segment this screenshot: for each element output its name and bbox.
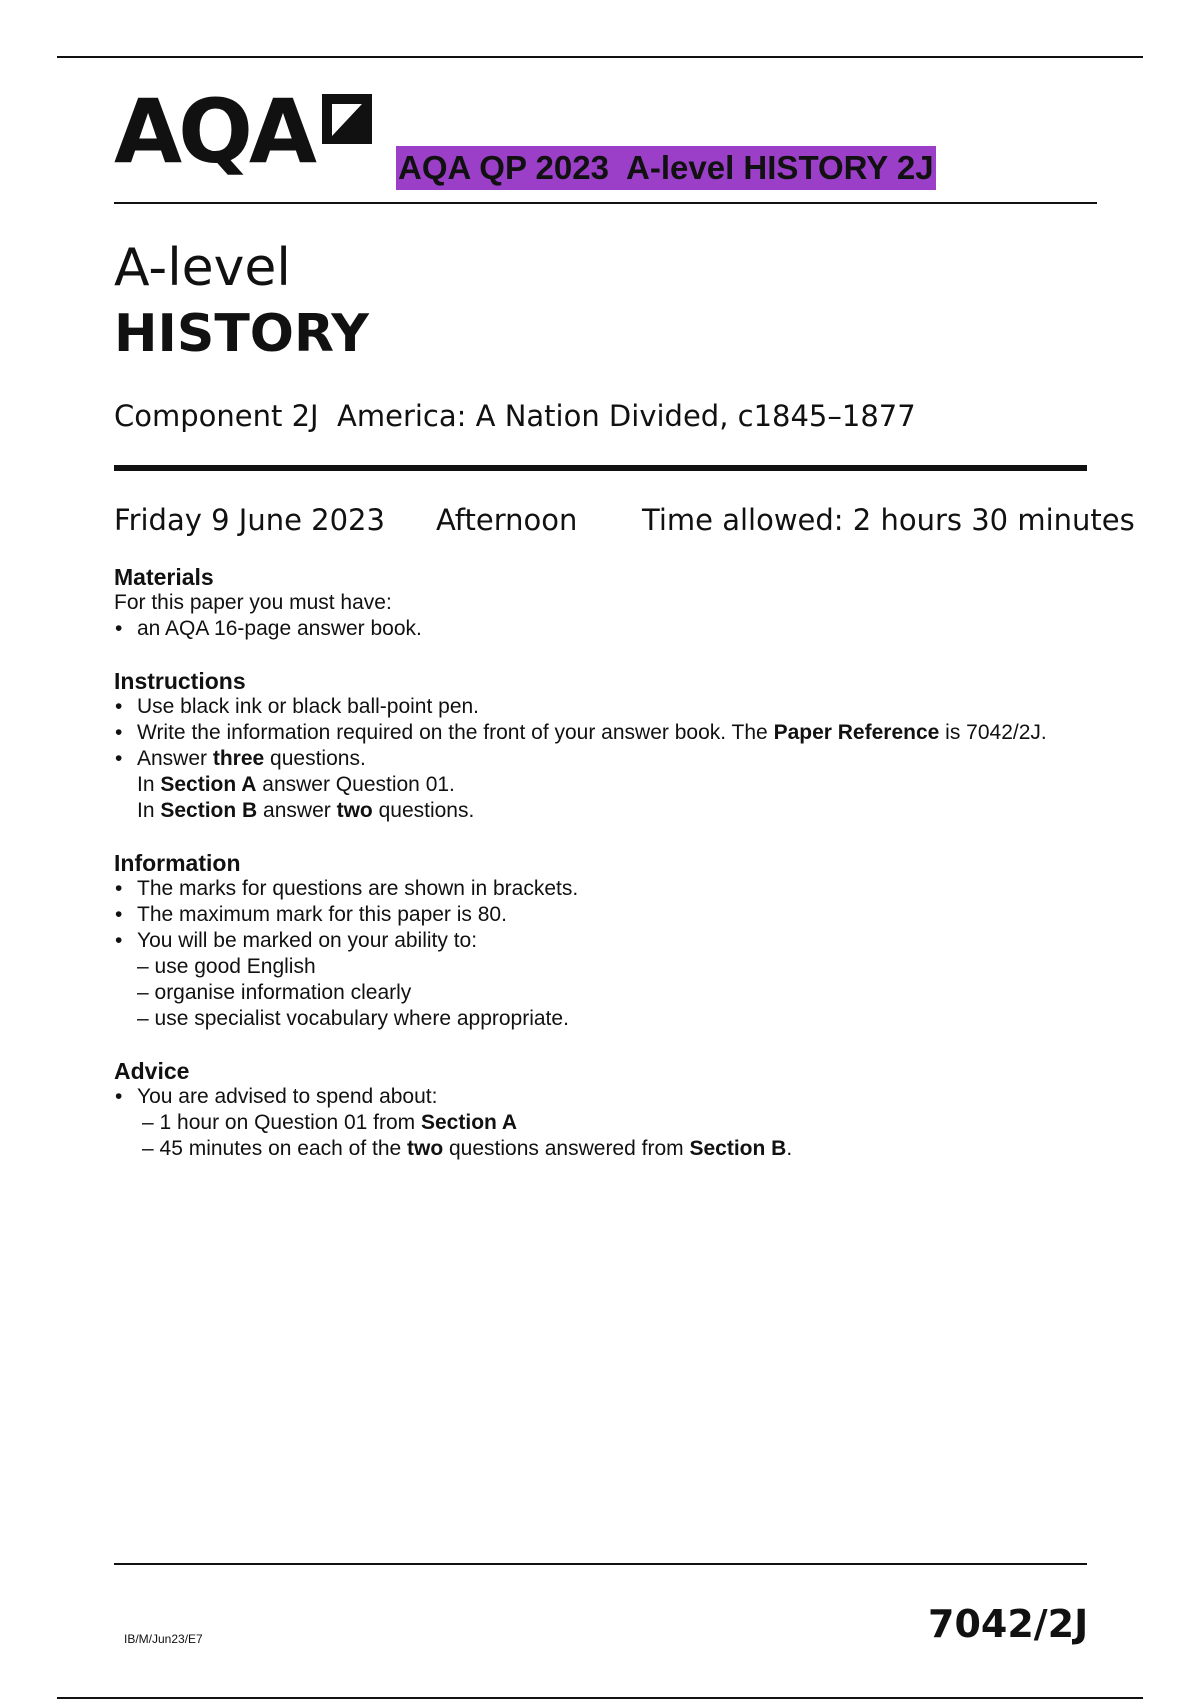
instructions-item	[114, 746, 1074, 772]
advice-bold: Section B	[689, 1137, 787, 1160]
instructions-bold: Section B	[160, 799, 258, 822]
logo-text: AQA	[114, 80, 314, 183]
information-item: • You will be marked on your ability to:	[114, 928, 1074, 954]
advice-text: .	[786, 1137, 793, 1160]
instructions-text: In	[137, 799, 161, 822]
advice-heading: Advice	[114, 1058, 190, 1084]
advice-text: – 45 minutes on each of the	[142, 1137, 408, 1160]
advice-subitem	[114, 1136, 1074, 1162]
materials-intro: For this paper you must have:	[114, 591, 392, 614]
exam-rubric	[114, 564, 1074, 1188]
materials-item: • an AQA 16-page answer book.	[114, 616, 1074, 642]
information-item: • The marks for questions are shown in brackets.	[114, 876, 1074, 902]
instructions-text: answer	[257, 799, 337, 822]
advice-subitem	[114, 1110, 1074, 1136]
instructions-heading: Instructions	[114, 668, 246, 694]
subject-title: HISTORY	[114, 304, 369, 364]
instructions-subline	[114, 772, 1074, 798]
instructions-bold: three	[212, 747, 265, 770]
paper-reference: 7042/2J	[928, 1602, 1089, 1646]
instructions-text: Write the information required on the front of your answer book. The	[137, 721, 774, 744]
information-subitem: – use good English	[137, 955, 316, 978]
aqa-flag-icon	[318, 92, 374, 150]
instructions-text: is 7042/2J.	[939, 721, 1047, 744]
footer-rule	[114, 1563, 1087, 1565]
materials-section	[114, 564, 1074, 642]
exam-date: Friday 9 June 2023	[114, 503, 385, 537]
instructions-item: • Use black ink or black ball-point pen.	[114, 694, 1074, 720]
instructions-text: questions.	[372, 799, 475, 822]
instructions-bold: Paper Reference	[773, 721, 940, 744]
aqa-logo	[114, 80, 314, 183]
information-heading: Information	[114, 850, 241, 876]
exam-session: Afternoon	[436, 503, 578, 537]
advice-text: – 1 hour on Question 01 from	[142, 1111, 421, 1134]
information-section	[114, 850, 1074, 1032]
instructions-subline	[114, 798, 1074, 824]
instructions-text: In	[137, 773, 161, 796]
top-rule	[57, 56, 1143, 58]
instructions-section	[114, 668, 1074, 824]
instructions-bold: Section A	[160, 773, 257, 796]
instructions-text: Answer	[137, 747, 213, 770]
bottom-rule	[57, 1697, 1143, 1699]
information-item: • The maximum mark for this paper is 80.	[114, 902, 1074, 928]
component-title: Component 2J America: A Nation Divided, c1845–1877	[114, 399, 916, 433]
instructions-text: answer Question 01.	[256, 773, 455, 796]
information-subitem: – use specialist vocabulary where appropriate.	[137, 1007, 569, 1030]
advice-bold: two	[407, 1137, 444, 1160]
instructions-item	[114, 720, 1074, 746]
header-rule	[114, 202, 1097, 204]
title-rule	[114, 465, 1087, 471]
advice-section	[114, 1058, 1074, 1162]
advice-item: • You are advised to spend about:	[114, 1084, 1074, 1110]
time-allowed: Time allowed: 2 hours 30 minutes	[642, 503, 1135, 537]
advice-text: questions answered from	[443, 1137, 690, 1160]
materials-heading: Materials	[114, 564, 214, 590]
advice-bold: Section A	[421, 1111, 518, 1134]
print-code: IB/M/Jun23/E7	[124, 1632, 203, 1646]
information-subitem: – organise information clearly	[137, 981, 412, 1004]
instructions-bold: two	[336, 799, 373, 822]
instructions-text: questions.	[264, 747, 366, 770]
qualification-level: A-level	[114, 238, 291, 298]
document-banner: AQA QP 2023 A-level HISTORY 2J	[396, 146, 936, 190]
